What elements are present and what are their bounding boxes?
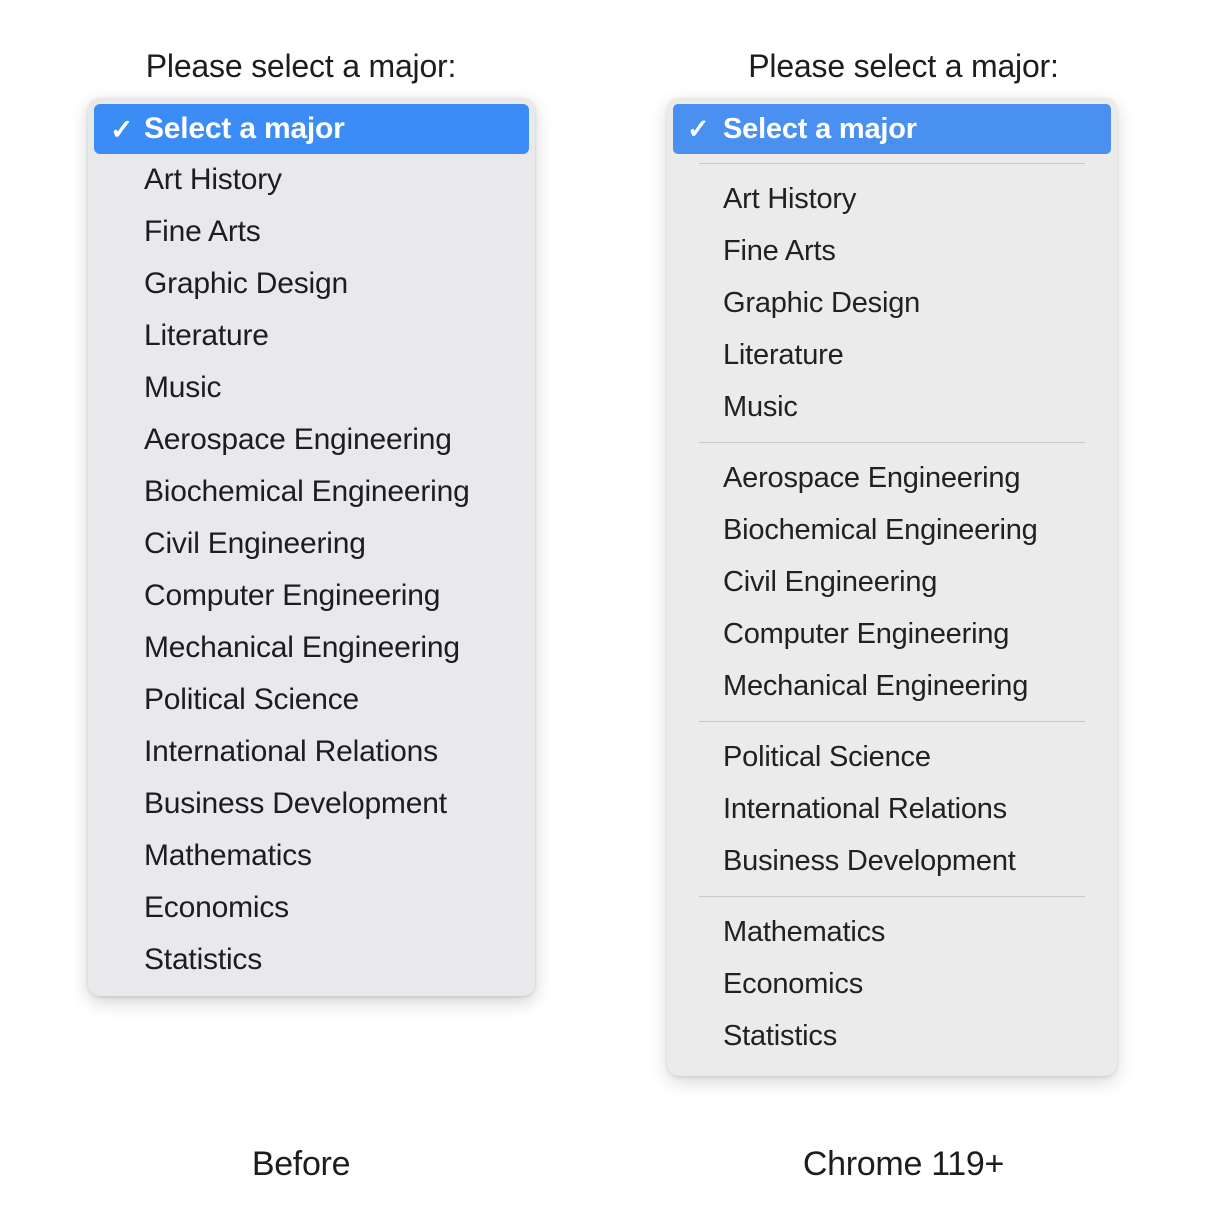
caption-chrome: Chrome 119+ [802, 1145, 1005, 1183]
panel-chrome [602, 0, 1205, 1222]
option-graphic-design[interactable] [667, 277, 1117, 329]
option-aerospace-engineering[interactable] [667, 452, 1117, 504]
option-economics[interactable] [88, 882, 535, 934]
option-label: Computer Engineering [144, 579, 441, 612]
option-political-science[interactable] [667, 731, 1117, 783]
option-label: Literature [144, 319, 269, 352]
option-label: Civil Engineering [144, 527, 366, 560]
option-label: Biochemical Engineering [144, 475, 470, 508]
option-art-history[interactable] [88, 154, 535, 206]
checkmark-icon: ✓ [110, 113, 134, 145]
option-biochemical-engineering[interactable] [667, 504, 1117, 556]
option-economics[interactable] [667, 958, 1117, 1010]
option-select-a-major[interactable] [94, 104, 529, 154]
option-label: Aerospace Engineering [723, 461, 1021, 494]
option-biochemical-engineering[interactable] [88, 466, 535, 518]
option-civil-engineering[interactable] [667, 556, 1117, 608]
option-label: Statistics [144, 943, 263, 976]
panel-before [0, 0, 602, 1222]
option-fine-arts[interactable] [667, 225, 1117, 277]
checkmark-icon: ✓ [687, 113, 710, 144]
select-dropdown-before[interactable] [88, 98, 535, 996]
option-label: Select a major [144, 112, 345, 145]
option-label: Art History [144, 163, 282, 196]
group-separator [699, 163, 1085, 164]
option-label: Biochemical Engineering [723, 513, 1038, 546]
option-label: Mechanical Engineering [144, 631, 460, 664]
option-label: Statistics [723, 1019, 838, 1052]
option-label: Economics [723, 967, 864, 1000]
option-label: Graphic Design [723, 286, 921, 319]
option-mathematics[interactable] [667, 906, 1117, 958]
option-aerospace-engineering[interactable] [88, 414, 535, 466]
group-separator [699, 896, 1085, 897]
option-label: Graphic Design [144, 267, 348, 300]
option-art-history[interactable] [667, 173, 1117, 225]
option-label: Civil Engineering [723, 565, 938, 598]
option-label: Mathematics [144, 839, 312, 872]
option-international-relations[interactable] [88, 726, 535, 778]
option-select-a-major[interactable] [673, 104, 1111, 154]
option-statistics[interactable] [88, 934, 535, 986]
select-dropdown-chrome[interactable] [667, 98, 1117, 1076]
option-mechanical-engineering[interactable] [667, 660, 1117, 712]
option-label: Fine Arts [723, 234, 836, 267]
group-separator [699, 442, 1085, 443]
option-label: Political Science [144, 683, 360, 716]
option-label: Select a major [723, 112, 917, 145]
option-label: Business Development [144, 787, 447, 820]
option-computer-engineering[interactable] [667, 608, 1117, 660]
option-label: Music [723, 390, 798, 423]
option-label: Political Science [723, 740, 931, 773]
prompt-label-before: Please select a major: [145, 48, 457, 84]
option-mechanical-engineering[interactable] [88, 622, 535, 674]
option-political-science[interactable] [88, 674, 535, 726]
option-label: International Relations [144, 735, 438, 768]
option-label: Mechanical Engineering [723, 669, 1029, 702]
option-business-development[interactable] [667, 835, 1117, 887]
option-label: Music [144, 371, 222, 404]
group-separator [699, 721, 1085, 722]
option-label: Mathematics [723, 915, 886, 948]
option-literature[interactable] [88, 310, 535, 362]
caption-before: Before [251, 1145, 351, 1183]
option-music[interactable] [667, 381, 1117, 433]
option-computer-engineering[interactable] [88, 570, 535, 622]
option-label: International Relations [723, 792, 1007, 825]
option-mathematics[interactable] [88, 830, 535, 882]
option-international-relations[interactable] [667, 783, 1117, 835]
option-label: Computer Engineering [723, 617, 1010, 650]
option-graphic-design[interactable] [88, 258, 535, 310]
option-label: Business Development [723, 844, 1016, 877]
option-music[interactable] [88, 362, 535, 414]
option-label: Economics [144, 891, 289, 924]
option-business-development[interactable] [88, 778, 535, 830]
option-label: Art History [723, 182, 857, 215]
option-literature[interactable] [667, 329, 1117, 381]
option-label: Fine Arts [144, 215, 261, 248]
option-civil-engineering[interactable] [88, 518, 535, 570]
option-statistics[interactable] [667, 1010, 1117, 1062]
option-label: Literature [723, 338, 844, 371]
option-fine-arts[interactable] [88, 206, 535, 258]
option-label: Aerospace Engineering [144, 423, 452, 456]
prompt-label-chrome: Please select a major: [748, 48, 1059, 84]
